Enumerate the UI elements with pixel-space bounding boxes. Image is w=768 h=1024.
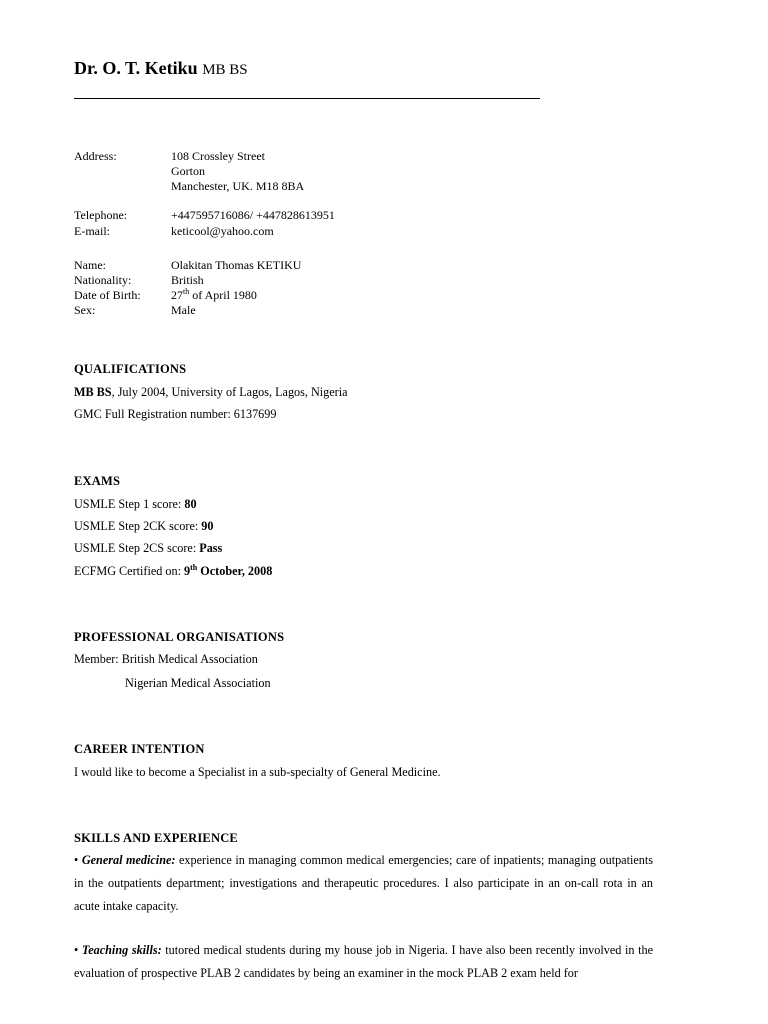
exam-label: USMLE Step 2CS score: (74, 541, 200, 555)
skill-text: tutored medical students during my house job in Nigeria. I have also been recently involved in the evaluation of prospective PLAB 2 candidates by being an examiner in the mock PLAB 2 exam held for (74, 943, 653, 980)
nationality-value: British (171, 273, 204, 287)
ecfmg-suffix: th (190, 562, 198, 572)
email-label: E-mail: (74, 224, 110, 238)
dob-suffix: th (183, 287, 190, 296)
address-label: Address: (74, 149, 117, 163)
dob-label: Date of Birth: (74, 288, 141, 302)
skill-lead: Teaching skills: (81, 943, 162, 957)
ecfmg-item (74, 564, 272, 579)
career-heading: CAREER INTENTION (74, 742, 205, 756)
exam-value: 80 (184, 497, 197, 511)
bullet: • (74, 853, 79, 867)
address-line-2: Gorton (171, 164, 205, 178)
bullet: • (74, 943, 79, 957)
qualification-degree (74, 385, 348, 400)
dob-day: 27 (171, 288, 183, 302)
ecfmg-label: ECFMG Certified on: (74, 564, 185, 578)
qualification-degree-bold: MB BS (74, 385, 112, 399)
skill-lead: General medicine: (81, 853, 176, 867)
exam-label: USMLE Step 1 score: (74, 497, 185, 511)
career-text: I would like to become a Specialist in a sub-specialty of General Medicine. (74, 765, 441, 779)
exam-value: Pass (199, 541, 223, 555)
skill-teaching (74, 939, 653, 985)
qualification-degree-rest: , July 2004, University of Lagos, Lagos, Nigeria (111, 385, 348, 399)
exam-item (74, 519, 213, 534)
name-label: Name: (74, 258, 106, 272)
doctor-name: Dr. O. T. Ketiku (74, 58, 198, 78)
sex-value: Male (171, 303, 196, 317)
gmc-registration: GMC Full Registration number: 6137699 (74, 407, 277, 421)
organisations-heading: PROFESSIONAL ORGANISATIONS (74, 630, 285, 644)
ecfmg-rest: October, 2008 (197, 564, 273, 578)
title-divider (74, 98, 540, 99)
nationality-label: Nationality: (74, 273, 132, 287)
page-title (74, 58, 248, 79)
telephone-label: Telephone: (74, 208, 128, 222)
dob-value (171, 288, 257, 303)
sex-label: Sex: (74, 303, 96, 317)
ecfmg-date (184, 564, 272, 578)
dob-rest: of April 1980 (189, 288, 257, 302)
skill-general-medicine (74, 849, 653, 918)
ecfmg-day: 9 (184, 564, 191, 578)
address-line-1: 108 Crossley Street (171, 149, 265, 163)
skill-text: experience in managing common medical emergencies; care of inpatients; managing outpatients in the outpatients department; investigations and therapeutic procedures. I also participate in an on-call rota in an acute intake capacity. (74, 853, 653, 913)
exam-value: 90 (201, 519, 214, 533)
address-line-3: Manchester, UK. M18 8BA (171, 179, 305, 193)
exam-label: USMLE Step 2CK score: (74, 519, 202, 533)
exams-heading: EXAMS (74, 474, 121, 488)
exam-item (74, 497, 197, 512)
email-value: keticool@yahoo.com (171, 224, 274, 238)
skills-heading: SKILLS AND EXPERIENCE (74, 831, 238, 845)
qualifications-heading: QUALIFICATIONS (74, 362, 187, 376)
name-value: Olakitan Thomas KETIKU (171, 258, 302, 272)
telephone-value: +447595716086/ +447828613951 (171, 208, 335, 222)
membership-line-1: Member: British Medical Association (74, 652, 258, 666)
exam-item (74, 541, 222, 556)
degree-suffix: MB BS (202, 62, 248, 78)
membership-line-2: Nigerian Medical Association (125, 676, 271, 690)
